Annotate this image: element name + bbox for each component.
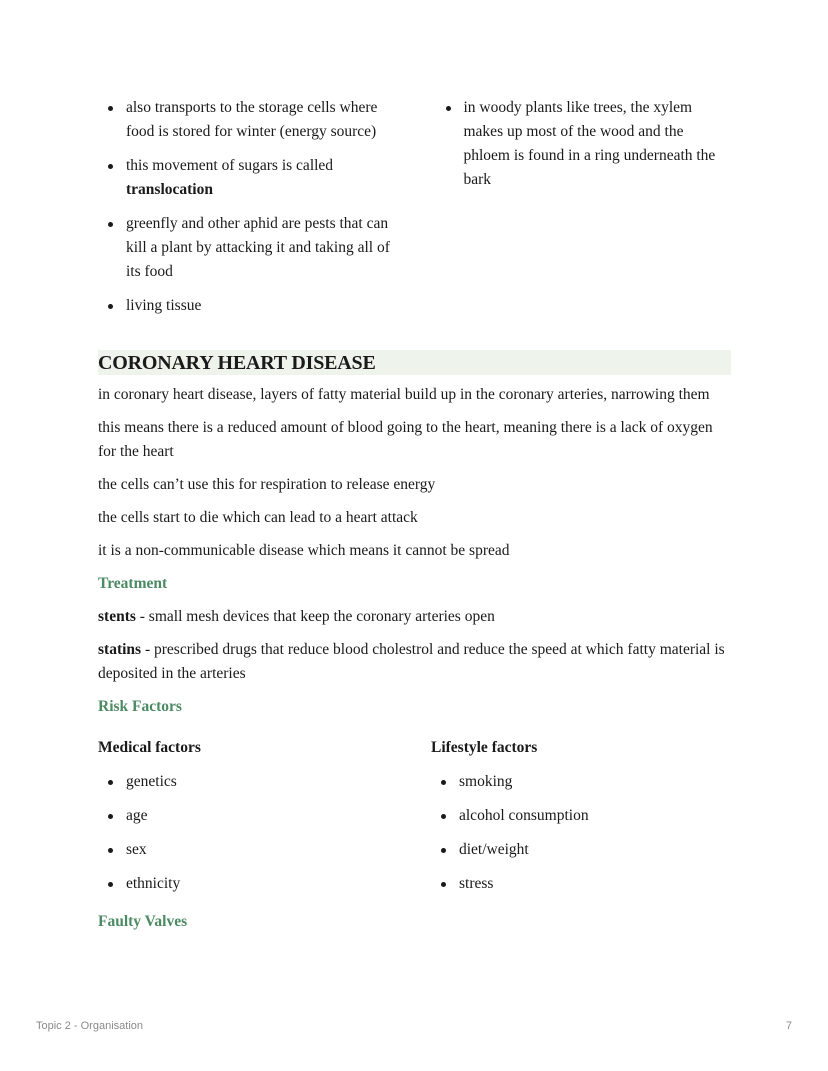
treatment-description: - prescribed drugs that reduce blood cholestrol and reduce the speed at which fatty material is deposited in the arteries xyxy=(98,641,725,682)
treatment-description: - small mesh devices that keep the coronary arteries open xyxy=(135,608,495,625)
list-item: ethnicity xyxy=(98,872,391,896)
lifestyle-factors-title: Lifestyle factors xyxy=(431,739,538,756)
treatment-item-statins xyxy=(98,638,731,686)
lifestyle-factors-column xyxy=(431,728,731,906)
footer-page-number: 7 xyxy=(785,1020,792,1032)
risk-factor-columns xyxy=(98,728,731,906)
phloem-notes-right-column xyxy=(434,96,732,328)
phloem-notes-columns xyxy=(98,96,731,328)
medical-factors-list xyxy=(98,770,391,896)
page-content xyxy=(98,96,731,943)
list-item: greenfly and other aphid are pests that can kill a plant by attacking it and taking all of its food xyxy=(98,212,394,284)
list-item: stress xyxy=(431,872,731,896)
list-item: smoking xyxy=(431,770,731,794)
list-item: sex xyxy=(98,838,391,862)
list-item-text: this movement of sugars is called xyxy=(126,157,334,174)
list-item: age xyxy=(98,804,391,828)
phloem-notes-left-list xyxy=(98,96,394,318)
treatment-item-stents xyxy=(98,605,731,629)
lifestyle-factors-list xyxy=(431,770,731,896)
list-item: diet/weight xyxy=(431,838,731,862)
paragraph: it is a non-communicable disease which means it cannot be spread xyxy=(98,542,510,559)
paragraph: in coronary heart disease, layers of fatty material build up in the coronary arteries, narrowing them xyxy=(98,386,710,403)
list-item-bold-term: translocation xyxy=(126,181,213,198)
list-item: also transports to the storage cells where food is stored for winter (energy source) xyxy=(98,96,394,144)
phloem-notes-left-column xyxy=(98,96,394,328)
medical-factors-title: Medical factors xyxy=(98,739,201,756)
paragraph: this means there is a reduced amount of blood going to the heart, meaning there is a lack of oxygen for the heart xyxy=(98,419,713,460)
list-item: living tissue xyxy=(98,294,394,318)
paragraph: the cells start to die which can lead to a heart attack xyxy=(98,509,418,526)
paragraph: the cells can’t use this for respiration to release energy xyxy=(98,476,436,493)
list-item xyxy=(98,154,394,202)
section-heading-coronary-heart-disease: CORONARY HEART DISEASE xyxy=(98,350,731,375)
subheading-faulty-valves: Faulty Valves xyxy=(98,913,188,930)
list-item: genetics xyxy=(98,770,391,794)
medical-factors-column xyxy=(98,728,391,906)
subheading-risk-factors: Risk Factors xyxy=(98,698,182,715)
phloem-notes-right-list xyxy=(436,96,732,192)
treatment-term: statins xyxy=(98,641,142,658)
treatment-term: stents xyxy=(98,608,136,625)
list-item: alcohol consumption xyxy=(431,804,731,828)
footer-topic-title: Topic 2 - Organisation xyxy=(36,1020,143,1032)
subheading-treatment: Treatment xyxy=(98,575,168,592)
list-item: in woody plants like trees, the xylem makes up most of the wood and the phloem is found in a ring underneath the bark xyxy=(436,96,732,192)
